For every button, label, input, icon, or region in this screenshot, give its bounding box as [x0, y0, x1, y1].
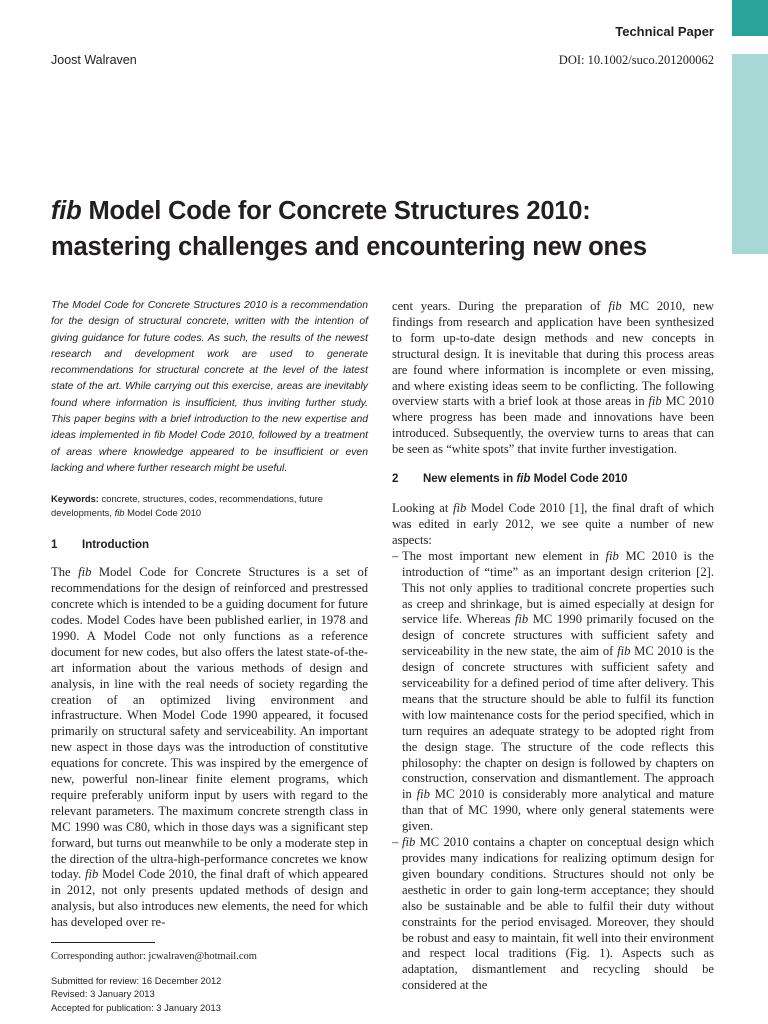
accent-tab-side [732, 54, 768, 254]
title-fib: fib [51, 197, 82, 225]
cont-text-b: MC 2010, new findings from research and application have been synthesized to form up-to-date design methods and new concepts in structural design. It is inevitable that during this process areas are found where information is incomplete or even missing, and where existing ideas seem to be conflicting. The following overview starts with a brief look at those areas in [392, 299, 714, 409]
intro-continuation [392, 299, 714, 458]
section-1-title: Introduction [82, 539, 150, 552]
page-title [51, 193, 711, 265]
section-1-paragraph [51, 565, 368, 931]
b1-text-c: MC 1990 primarily focused on the design of concrete structures with sufficient safety and serviceability in the new state, the aim of [402, 612, 715, 659]
s2-intro-b: Model Code 2010 [1], the final draft of which was edited in early 2012, we see quite a number of new aspects: [392, 501, 714, 547]
list-item [392, 835, 714, 994]
new-aspects-list [392, 549, 714, 994]
b1-text-d: MC 2010 is the design of concrete structures with sufficient safety and serviceability for a defined period of time after delivery. This means that the structure should be able to fulfil its function with low maintenance costs for the period specified, which in turn requires an adequate strategy to be adopted right from the design stage. The structure of the code reflects this philosophy: the chapter on design is followed by chapters on construction, conservation and dismantlement. The approach in [402, 644, 714, 802]
b2-text-a: MC 2010 contains a chapter on conceptual design which provides many indications for realizing optimum design for given boundary conditions. Structures should not only be aesthetic in order to gain long-term acceptance; they should also be sustainable and be able to fulfil their duty without constraints for the period envisaged. Moreover, they should be robust and easy to maintain, fit well into their environment and respect local traditions (Fig. 1). Aspects such as adaptation, dismantlement and recycling should be considered at the [402, 835, 714, 993]
publication-dates [51, 974, 368, 1014]
s2-intro-fib: fib [453, 501, 467, 516]
b1-fib-2: fib [514, 612, 529, 627]
section-1-heading [51, 539, 368, 551]
cont-text-c: MC 2010 where progress has been made and innovations have been introduced. Subsequently, the overview turns to areas that can be seen as “white spots” that invite further investigation. [392, 394, 714, 457]
keywords [51, 492, 368, 520]
corresponding-author: Corresponding author: jcwalraven@hotmail.com [51, 951, 257, 963]
right-column [392, 299, 714, 994]
section-1-number: 1 [51, 539, 58, 552]
abstract: The Model Code for Concrete Structures 2010 is a recommendation for the design of structural concrete, written with the intention of giving guidance for future codes. As such, the results of the newest research and development work are used to generate recommendations for structural concrete at the level of the latest state of the art. While carrying out this exercise, areas are inevitably found where information is insufficient, thus inviting further study. This paper begins with a brief introduction to the new expertise and ideas implemented in fib Model Code 2010, followed by a treatment of areas where knowledge appeared to be insufficient or even lacking and where further research might be useful. [51, 300, 368, 474]
accent-tab-top [732, 0, 768, 36]
date-accepted: Accepted for publication: 3 January 2013 [51, 1001, 221, 1013]
doi-link[interactable]: DOI: 10.1002/suco.201200062 [558, 53, 714, 67]
title-line-2: mastering challenges and encountering new ones [51, 233, 647, 261]
title-line-1 [51, 193, 711, 229]
keywords-text: concrete, structures, codes, recommendations, future developments, [51, 493, 324, 519]
author-name: Joost Walraven [51, 53, 137, 67]
left-column [51, 298, 368, 1014]
cont-fib-2: fib [648, 394, 662, 409]
section-2-heading [392, 473, 714, 485]
s2-title-b: Model Code 2010 [530, 473, 628, 486]
keywords-label: Keywords: [51, 493, 99, 505]
paper-type-label: Technical Paper [615, 24, 714, 39]
b1-text-e: MC 2010 is considerably more analytical and mature than that of MC 1990, where only general statements were given. [402, 787, 714, 834]
b1-text-b: MC 2010 is the introduction of “time” as an important design criterion [2]. This not only applies to traditional concrete properties such as creep and shrinkage, but is aimed especially at design for service life. Whereas [402, 548, 714, 627]
cont-text-a: cent years. During the preparation of [392, 299, 609, 313]
s1-text-b: Model Code for Concrete Structures is a set of recommendations for the design of reinforced and prestressed concrete which is intended to be a guiding document for future codes. Model Codes have been published earlier, in 1978 and 1990. A Model Code not only functions as a reference document for new codes, but also offers the latest state-of-the-art information about the various methods of design and analysis, in line with the real needs of society regarding the creation of an optimized living environment and infrastructure. When Model Code 1990 appeared, it focused primarily on structural safety and serviceability. An important new aspect in those days was the introduction of constitutive equations for concrete. This was inspired by the emergence of new, powerful non-linear finite element programs, which require preferably uniform input by users with regard to the relevant parameters. The maximum concrete strength class in MC 1990 was C80, which in those days was a significant step forward, but turns out meanwhile to be only a moderate step in the direction of the ultra-high-performance concretes we know today. [51, 565, 368, 882]
footnote-divider [51, 942, 155, 943]
b2-fib: fib [402, 835, 416, 850]
keywords-fib: fib [114, 507, 125, 519]
b1-fib-4: fib [416, 787, 430, 802]
s1-fib-b: fib [84, 867, 99, 882]
s2-title-fib: fib [516, 473, 531, 486]
date-submitted: Submitted for review: 16 December 2012 [51, 975, 222, 987]
section-2-intro [392, 501, 714, 549]
cont-fib-1: fib [608, 299, 622, 313]
b1-text-a: The most important new element in [402, 548, 606, 563]
list-item [392, 549, 714, 835]
b1-fib-3: fib [617, 644, 631, 659]
s1-text-a: The [51, 565, 79, 580]
s1-text-c: Model Code 2010, the final draft of which appeared in 2012, not only presents updated methods of design and analysis, but also introduces new elements, the need for which has developed over re- [51, 867, 368, 930]
keywords-tail: Model Code 2010 [124, 507, 202, 519]
b1-fib-1: fib [605, 548, 619, 563]
section-2-title [423, 473, 628, 485]
s1-fib-a: fib [78, 565, 92, 580]
section-2-number: 2 [392, 473, 399, 486]
title-line-1-text: Model Code for Concrete Structures 2010: [81, 197, 591, 225]
s2-intro-a: Looking at [392, 501, 454, 516]
date-revised: Revised: 3 January 2013 [51, 988, 155, 1000]
s2-title-a: New elements in [423, 473, 517, 486]
